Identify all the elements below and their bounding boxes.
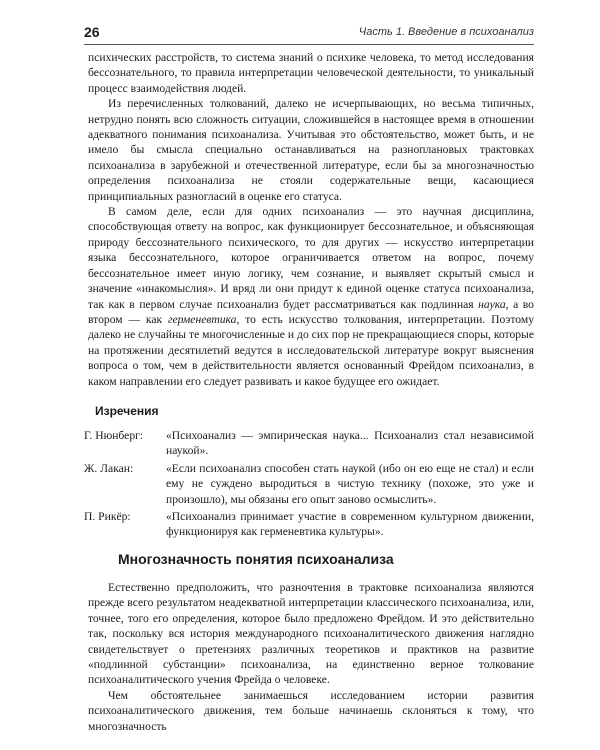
quote-author: П. Рикёр:: [84, 510, 131, 524]
quote-text: «Психоанализ принимает участие в современном культурном движении, функционируя как герменевтика культуры».: [166, 510, 534, 539]
paragraph: психических расстройств, то система знаний о психике человека, то метод исследования бессознательного, то правила интерпретации человеческой деятельности, то уникальный процесс взаимодействия людей.: [88, 51, 534, 95]
quote-item: [84, 461, 534, 507]
paragraph: Естественно предположить, что разночтения в трактовке психоанализа являются прежде всего результатом неадекватной интерпретации классического психоанализа, или, точнее, того его определения, которое было предложено Фрейдом. И это действительно так, поскольку вся история международного психоаналитического движения наглядно свидетельствует о претензиях различных теоретиков и практиков на развитие «подлинной субстанции» психоанализа, на единственно верное толкование психоаналитического учения Фрейда о человеке.: [88, 581, 534, 687]
quote-author: Ж. Лакан:: [84, 461, 134, 475]
section-heading: Многозначность понятия психоанализа: [118, 551, 394, 567]
section-text: [88, 580, 534, 734]
running-head: Часть 1. Введение в психоанализ: [358, 26, 534, 38]
italic-term-hermeneutics: герменевтика: [168, 312, 237, 326]
quote-text: «Психоанализ — эмпирическая наука... Психоанализ стал независимой наукой».: [166, 429, 534, 458]
page-header: [84, 24, 534, 45]
paragraph: [88, 204, 534, 389]
quote-item: [84, 509, 534, 540]
paragraph: Чем обстоятельнее занимаешься исследованием истории развития психоаналитического движения, тем больше начинаешь склоняться к тому, что многозначность: [88, 688, 534, 733]
italic-term-science: наука: [478, 297, 506, 311]
intro-text: [88, 50, 534, 389]
quote-author: Г. Нюнберг:: [84, 429, 144, 442]
page-number: 26: [84, 24, 100, 40]
sayings-list: [84, 428, 534, 542]
quote-item: [84, 428, 534, 459]
paragraph: Из перечисленных толкований, далеко не исчерпывающих, но весьма типичных, нетрудно понять всю сложность ситуации, сложившейся в настоящее время в отношении адекватного понимания психоанализа. Учитывая это обстоятельство, может быть, и не имело бы смысла специально останавливаться на разноплановых трактовках психоанализа в зарубежной и отечественной литературе, если бы за многозначностью определения психоанализа не стояли содержательные вещи, касающиеся принципиальных разногласий в оценке его статуса.: [88, 97, 534, 203]
sayings-heading: Изречения: [95, 404, 159, 418]
paragraph-text: , а во втором — как: [88, 297, 534, 326]
paragraph-text: , то есть искусство толкования, интерпретации. Поэтому далеко не случайны те многочисленные и до сих пор не прекращающиеся споры, которые на протяжении десятилетий ведутся в исследовательской литературе вокруг выяснения вопроса о том, чем в действительности является основанный Фрейдом психоанализ, в каком направлении его следует развивать и какое будущее его ожидает.: [88, 312, 534, 388]
paragraph-text: В самом деле, если для одних психоанализ — это научная дисциплина, способствующая ответу на вопрос, как функционирует бессознательное, и объясняющая природу бессознательного психического, то для других — искусство интерпретации языка бессознательного, которое ограничивается ответом на вопрос, почему бессознательное имеет иную логику, чем сознание, и выявляет скрытый смысл и значение «инакомыслия». И вряд ли они придут к единой оценке статуса психоанализа, так как в первом случае психоанализ будет рассматриваться как подлинная: [88, 205, 534, 311]
quote-text: «Если психоанализ способен стать наукой (ибо он ею еще не стал) и если ему не суждено выродиться в чистую технику (похоже, это уже и произошло), мы обязаны его опыт заново осмыслить».: [166, 461, 534, 506]
